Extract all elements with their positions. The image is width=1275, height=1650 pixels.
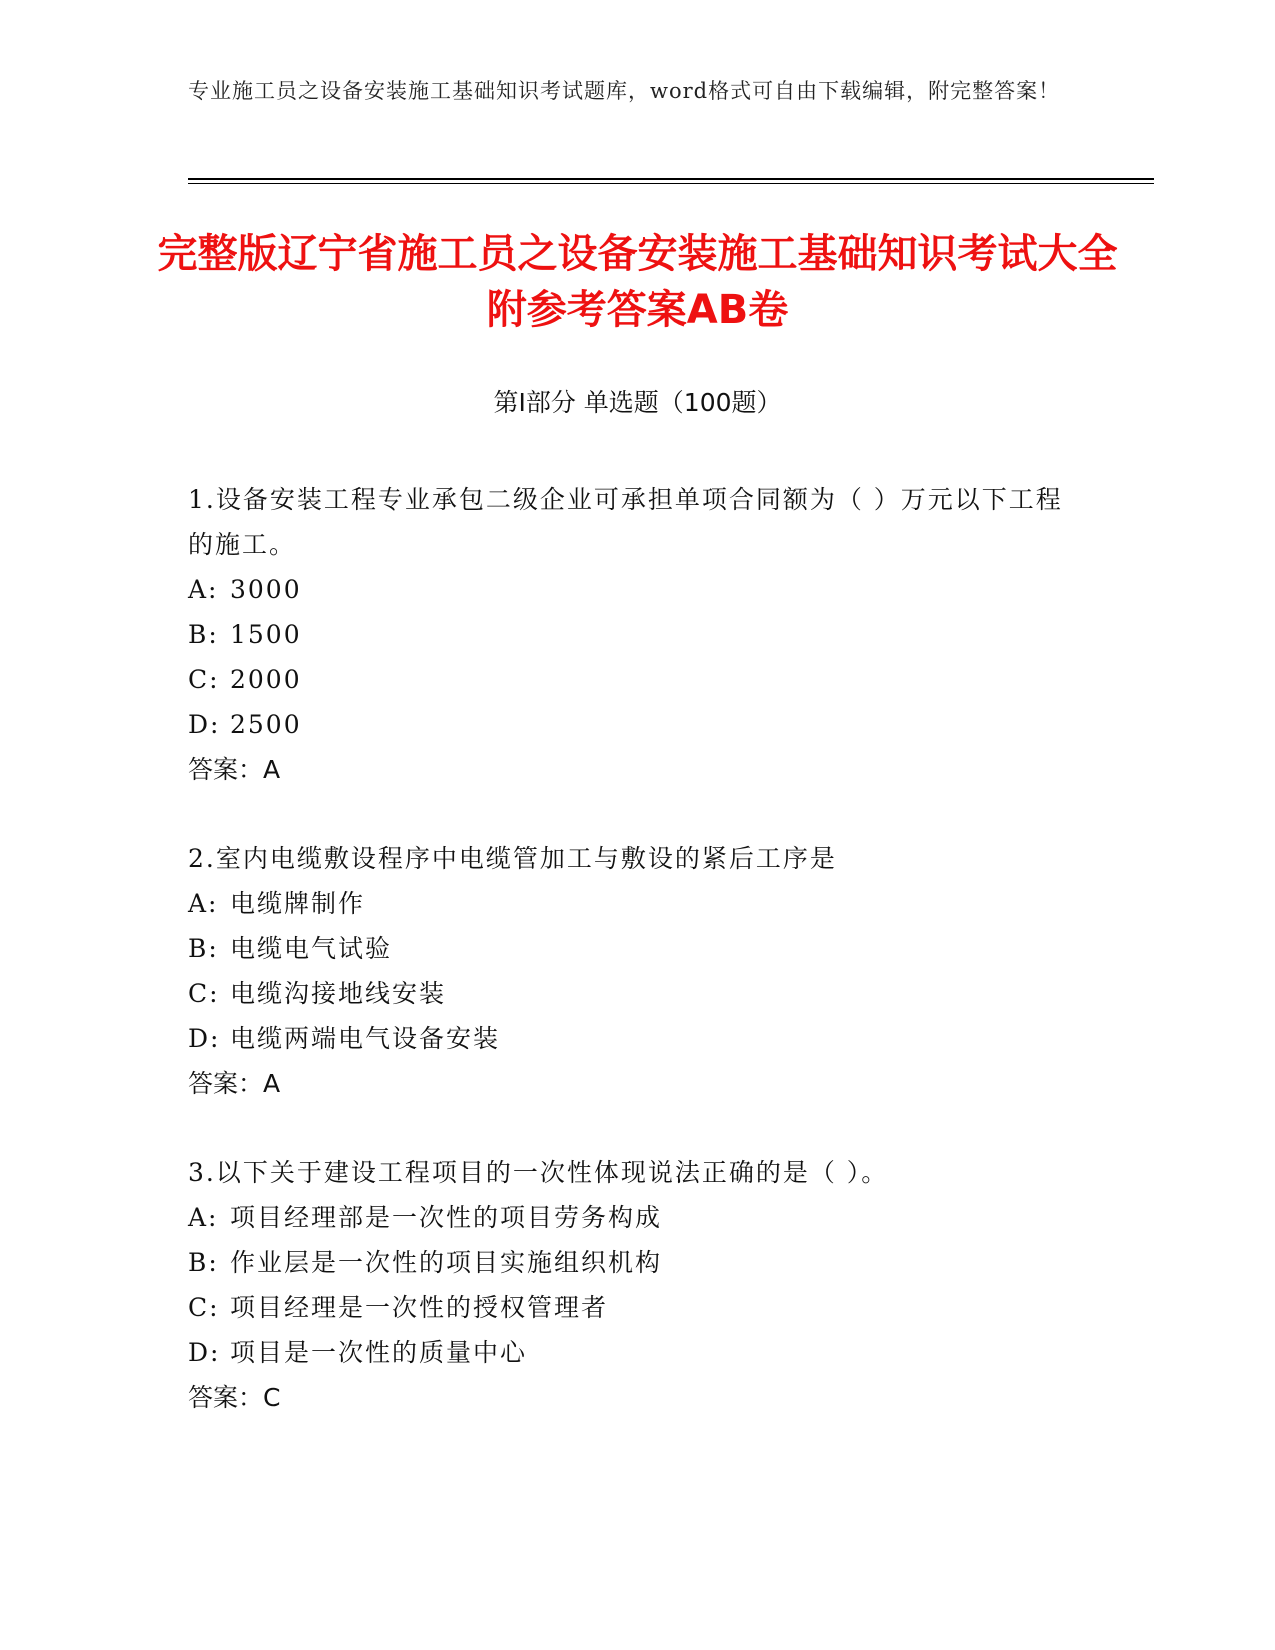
option-text: 项目经理部是一次性的项目劳务构成 bbox=[230, 1203, 663, 1232]
option-key: B: bbox=[188, 934, 219, 963]
answer-line: 答案：A bbox=[188, 755, 281, 784]
option-key: A: bbox=[188, 889, 219, 918]
question-list bbox=[188, 477, 1088, 1464]
option-key: B: bbox=[188, 1248, 219, 1277]
option-b bbox=[188, 1240, 1088, 1285]
option-d bbox=[188, 1330, 1088, 1375]
option-text: 2500 bbox=[230, 710, 302, 739]
option-c bbox=[188, 971, 1088, 1016]
header-rule-thin bbox=[188, 183, 1154, 184]
option-key: A: bbox=[188, 575, 219, 604]
option-d bbox=[188, 1016, 1088, 1061]
option-text: 电缆沟接地线安装 bbox=[230, 979, 447, 1008]
section-title: 第Ⅰ部分 单选题（100题） bbox=[493, 388, 782, 417]
question-stem: 1.设备安装工程专业承包二级企业可承担单项合同额为（ ）万元以下工程的施工。 bbox=[188, 485, 1063, 559]
option-text: 电缆牌制作 bbox=[230, 889, 366, 918]
option-d bbox=[188, 702, 1088, 747]
option-key: C: bbox=[188, 665, 220, 694]
option-text: 电缆电气试验 bbox=[230, 934, 393, 963]
option-a bbox=[188, 567, 1088, 612]
answer-line: 答案：C bbox=[188, 1383, 281, 1412]
option-key: A: bbox=[188, 1203, 219, 1232]
question-1 bbox=[188, 477, 1088, 792]
option-key: B: bbox=[188, 620, 219, 649]
option-key: C: bbox=[188, 1293, 220, 1322]
header-note: 专业施工员之设备安装施工基础知识考试题库，word格式可自由下载编辑，附完整答案！ bbox=[188, 79, 1061, 103]
option-key: D: bbox=[188, 1024, 221, 1053]
option-text: 电缆两端电气设备安装 bbox=[230, 1024, 501, 1053]
question-3 bbox=[188, 1150, 1088, 1420]
question-stem: 3.以下关于建设工程项目的一次性体现说法正确的是（ ）。 bbox=[188, 1158, 889, 1187]
option-text: 作业层是一次性的项目实施组织机构 bbox=[230, 1248, 663, 1277]
option-text: 1500 bbox=[230, 620, 302, 649]
option-b bbox=[188, 926, 1088, 971]
option-text: 2000 bbox=[230, 665, 302, 694]
option-key: C: bbox=[188, 979, 220, 1008]
option-text: 3000 bbox=[230, 575, 302, 604]
header-rule-thick bbox=[188, 178, 1154, 180]
question-2 bbox=[188, 836, 1088, 1106]
option-key: D: bbox=[188, 1338, 221, 1367]
option-text: 项目是一次性的质量中心 bbox=[230, 1338, 528, 1367]
answer-line: 答案：A bbox=[188, 1069, 281, 1098]
option-a bbox=[188, 881, 1088, 926]
option-key: D: bbox=[188, 710, 221, 739]
document-title: 完整版辽宁省施工员之设备安装施工基础知识考试大全附参考答案AB卷 bbox=[157, 231, 1118, 333]
question-stem: 2.室内电缆敷设程序中电缆管加工与敷设的紧后工序是 bbox=[188, 844, 837, 873]
option-a bbox=[188, 1195, 1088, 1240]
option-text: 项目经理是一次性的授权管理者 bbox=[230, 1293, 609, 1322]
option-c bbox=[188, 1285, 1088, 1330]
option-c bbox=[188, 657, 1088, 702]
option-b bbox=[188, 612, 1088, 657]
